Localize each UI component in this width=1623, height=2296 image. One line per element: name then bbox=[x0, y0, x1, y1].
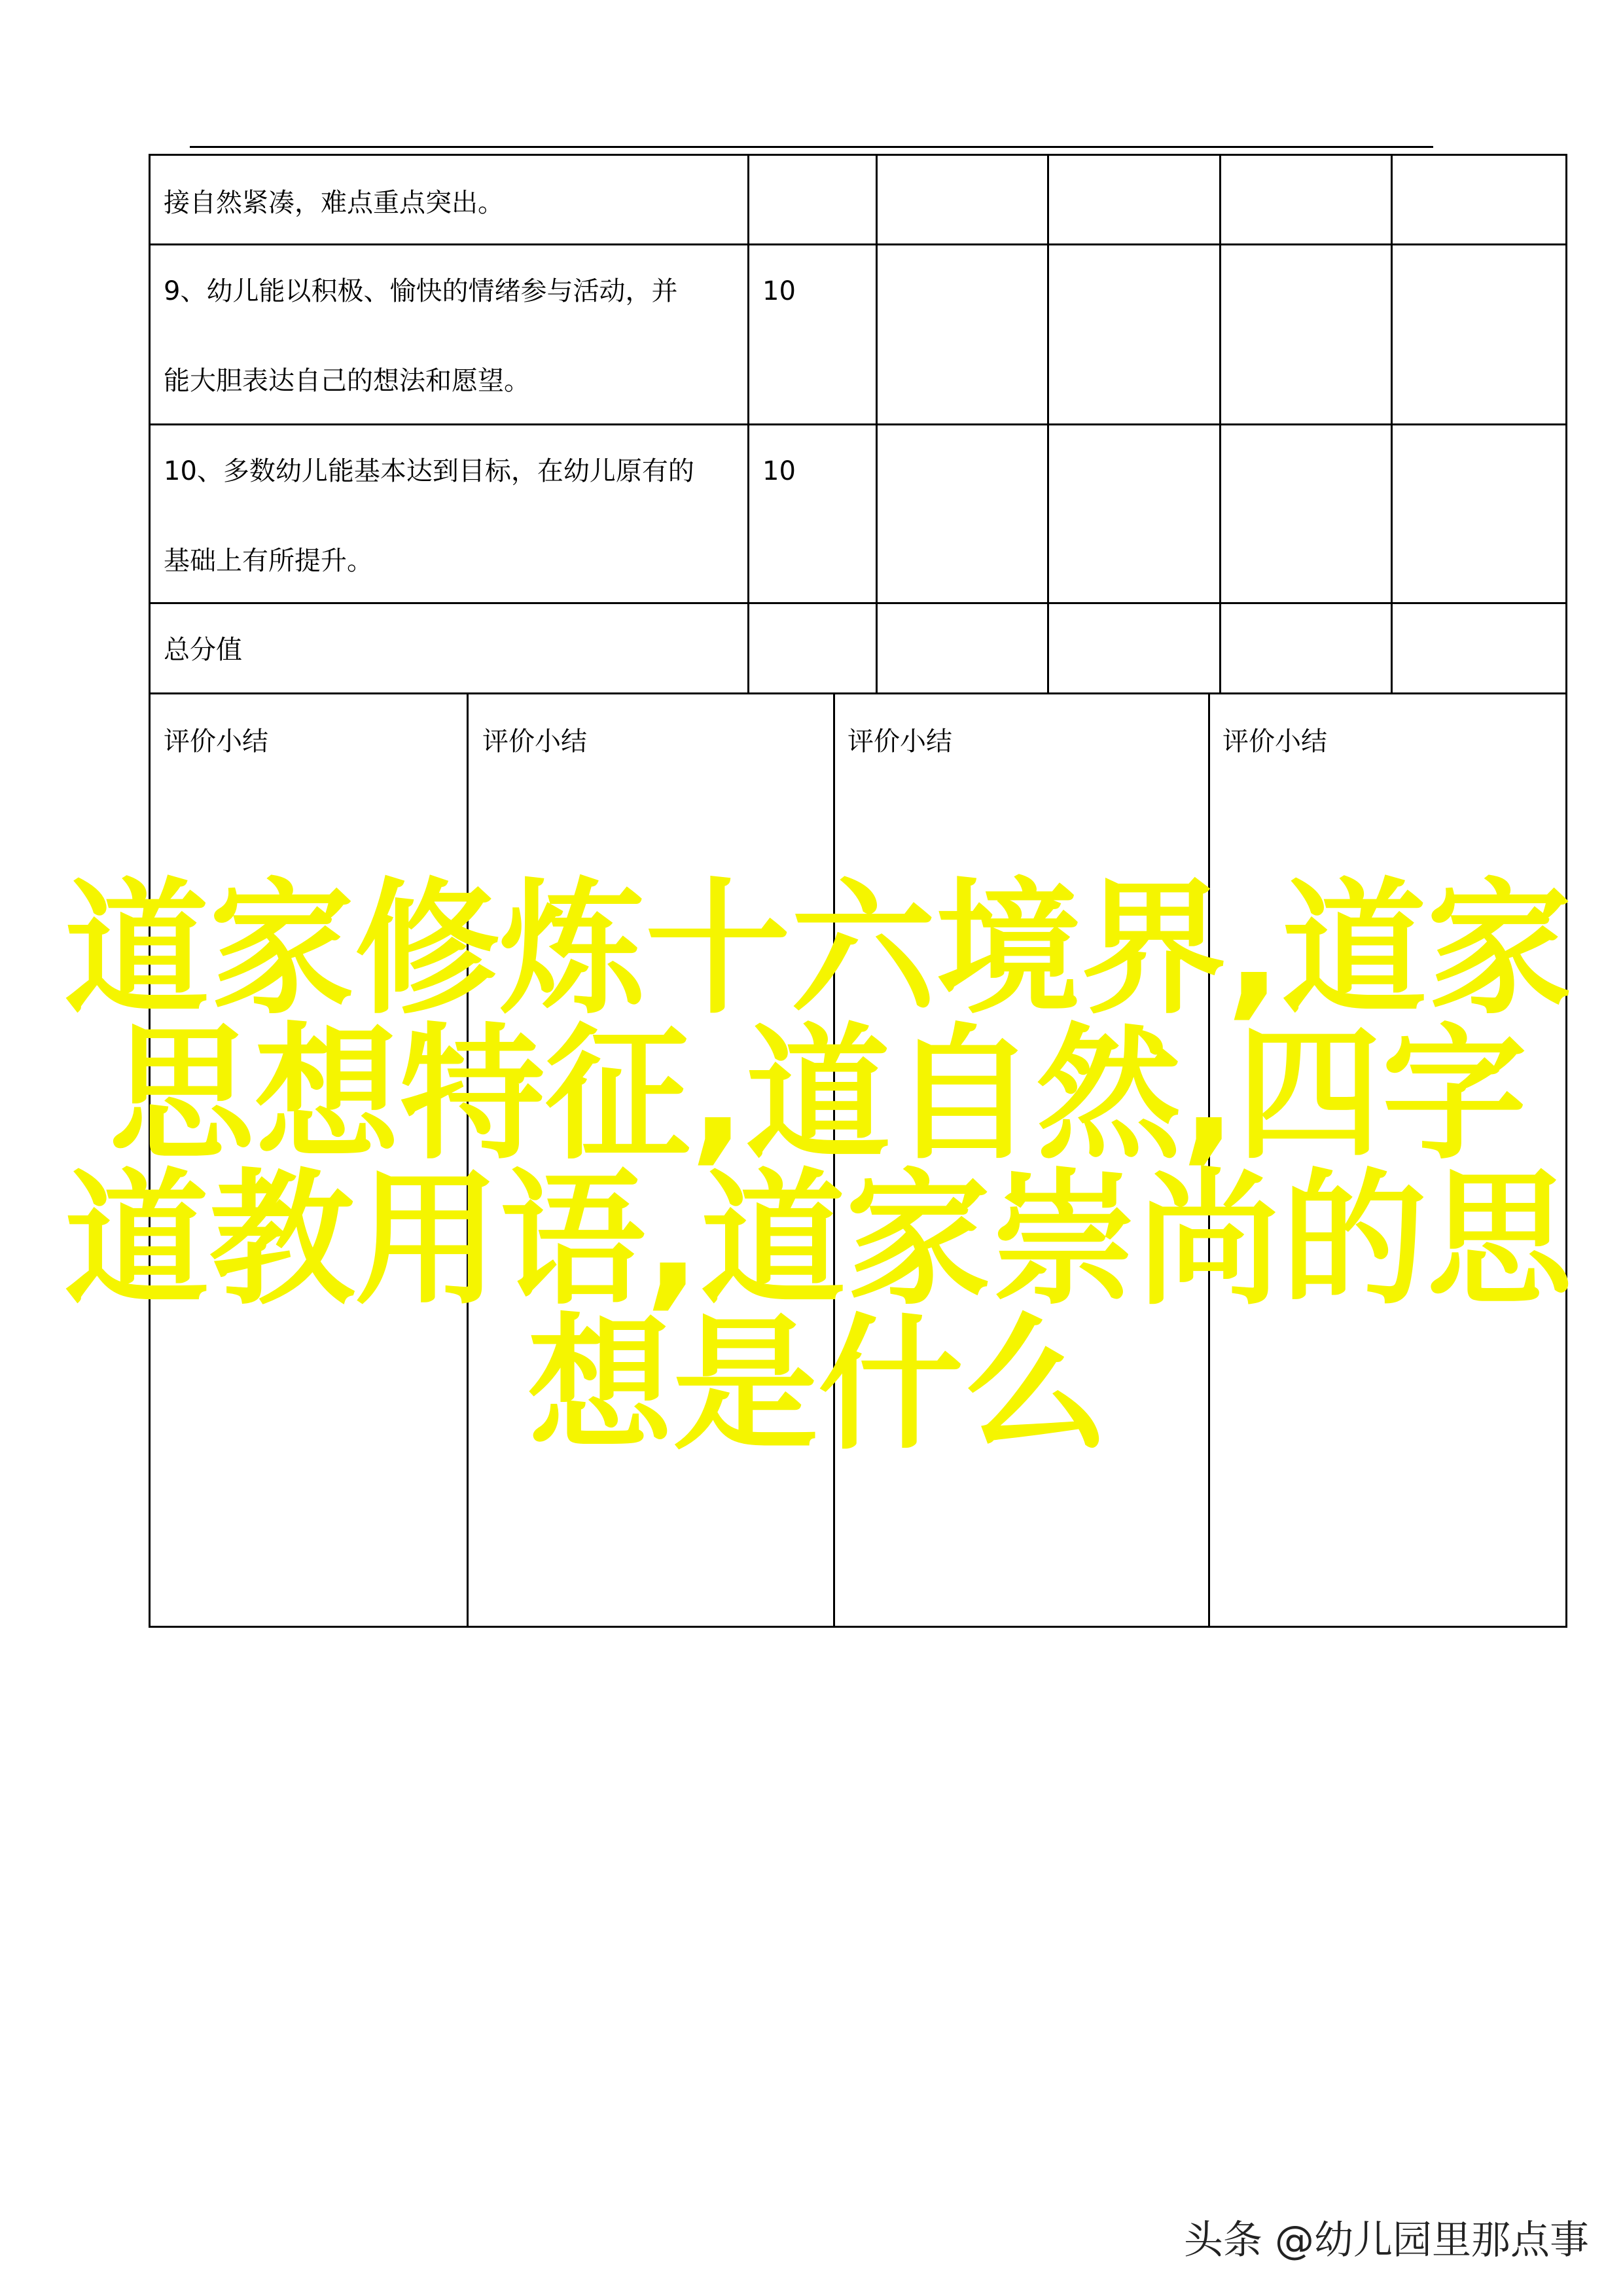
summary-label: 评价小结 bbox=[164, 726, 268, 757]
criteria-text: 9、幼儿能以积极、愉快的情绪参与活动，并 bbox=[164, 276, 678, 306]
column-divider bbox=[876, 154, 878, 694]
criteria-text: 接自然紧凑，难点重点突出。 bbox=[164, 188, 504, 218]
overlay-title-line: 想是什么 bbox=[527, 1301, 1109, 1470]
criteria-text: 能大胆表达自己的想法和愿望。 bbox=[164, 366, 530, 396]
column-divider bbox=[1219, 154, 1221, 694]
column-divider bbox=[1047, 154, 1049, 694]
watermark: 头条 @幼儿园里那点事 bbox=[1183, 2217, 1589, 2263]
overlay-title-line: 道家修炼十六境界,道家 bbox=[63, 865, 1573, 1034]
criteria-text: 10、多数幼儿能基本达到目标，在幼儿原有的 bbox=[164, 456, 694, 486]
overlay-title bbox=[33, 865, 1603, 1470]
score-value: 10 bbox=[762, 456, 796, 486]
header-rule bbox=[190, 146, 1433, 148]
criteria-text: 基础上有所提升。 bbox=[164, 546, 373, 576]
summary-label: 评价小结 bbox=[482, 726, 587, 757]
overlay-title-line: 思想特征,道自然,四字 bbox=[109, 1011, 1527, 1179]
row-divider bbox=[149, 423, 1565, 425]
score-value: 10 bbox=[762, 276, 796, 306]
total-label: 总分值 bbox=[164, 635, 242, 665]
summary-label: 评价小结 bbox=[1222, 726, 1327, 757]
overlay-title-line: 道教用语,道家崇尚的思 bbox=[63, 1156, 1573, 1325]
row-divider bbox=[149, 602, 1565, 604]
summary-label: 评价小结 bbox=[847, 726, 952, 757]
row-divider bbox=[149, 692, 1565, 694]
column-divider bbox=[747, 154, 749, 694]
column-divider bbox=[1391, 154, 1393, 694]
row-divider bbox=[149, 243, 1565, 245]
